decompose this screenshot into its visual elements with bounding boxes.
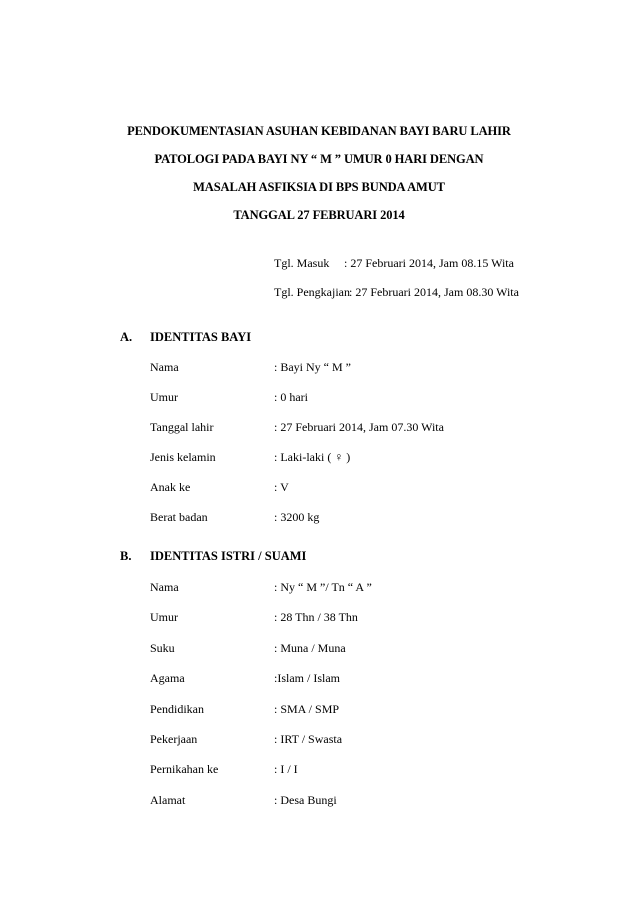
section-b-letter: B. [120, 549, 132, 563]
document-title-line-2: PATOLOGI PADA BAYI NY “ M ” UMUR 0 HARI DENGAN [154, 152, 484, 166]
admission-date-label: Tgl. Masuk [274, 256, 330, 270]
baby-child-order-label: Anak ke [150, 480, 191, 494]
baby-child-order-value: : V [274, 480, 289, 494]
parent-age-label: Umur [150, 610, 178, 624]
admission-date-row [274, 256, 514, 271]
document-title-line-3: MASALAH ASFIKSIA DI BPS BUNDA AMUT [193, 180, 445, 194]
baby-weight-value: : 3200 kg [274, 510, 320, 524]
parent-education-label: Pendidikan [150, 702, 204, 716]
parent-age-value: : 28 Thn / 38 Thn [274, 610, 358, 624]
parent-marriage-order-label: Pernikahan ke [150, 762, 219, 776]
parent-occupation-value: : IRT / Swasta [274, 732, 343, 746]
baby-name-label: Nama [150, 360, 179, 374]
document-title-line-1: PENDOKUMENTASIAN ASUHAN KEBIDANAN BAYI BARU LAHIR [127, 124, 511, 138]
baby-name-value: : Bayi Ny “ M ” [274, 360, 351, 374]
parent-address-label: Alamat [150, 793, 186, 807]
parent-name-label: Nama [150, 580, 179, 594]
parent-religion-value: :Islam / Islam [274, 671, 340, 685]
baby-birth-date-label: Tanggal lahir [150, 420, 214, 434]
section-a-heading [120, 330, 251, 345]
baby-sex-label: Jenis kelamin [150, 450, 216, 464]
assessment-date-label: Tgl. Pengkajian [274, 285, 350, 299]
parent-education-value: : SMA / SMP [274, 702, 340, 716]
assessment-date-value: : 27 Februari 2014, Jam 08.30 Wita [349, 285, 519, 299]
parent-religion-label: Agama [150, 671, 185, 685]
parent-address-value: : Desa Bungi [274, 793, 337, 807]
parent-name-value: : Ny “ M ”/ Tn “ A ” [274, 580, 372, 594]
parent-ethnicity-value: : Muna / Muna [274, 641, 346, 655]
parent-marriage-order-value: : I / I [274, 762, 298, 776]
parent-occupation-label: Pekerjaan [150, 732, 198, 746]
assessment-date-row [274, 285, 519, 300]
parent-ethnicity-label: Suku [150, 641, 175, 655]
baby-birth-date-value: : 27 Februari 2014, Jam 07.30 Wita [274, 420, 444, 434]
section-a-letter: A. [120, 330, 133, 344]
section-a-title: IDENTITAS BAYI [150, 330, 252, 344]
document-title-line-4: TANGGAL 27 FEBRUARI 2014 [233, 208, 405, 222]
baby-age-value: : 0 hari [274, 390, 308, 404]
baby-sex-value: : Laki-laki ( ♀ ) [274, 450, 351, 464]
admission-date-value: : 27 Februari 2014, Jam 08.15 Wita [344, 256, 514, 270]
baby-weight-label: Berat badan [150, 510, 208, 524]
section-b-title: IDENTITAS ISTRI / SUAMI [150, 549, 307, 563]
section-b-heading [120, 549, 306, 564]
baby-age-label: Umur [150, 390, 178, 404]
